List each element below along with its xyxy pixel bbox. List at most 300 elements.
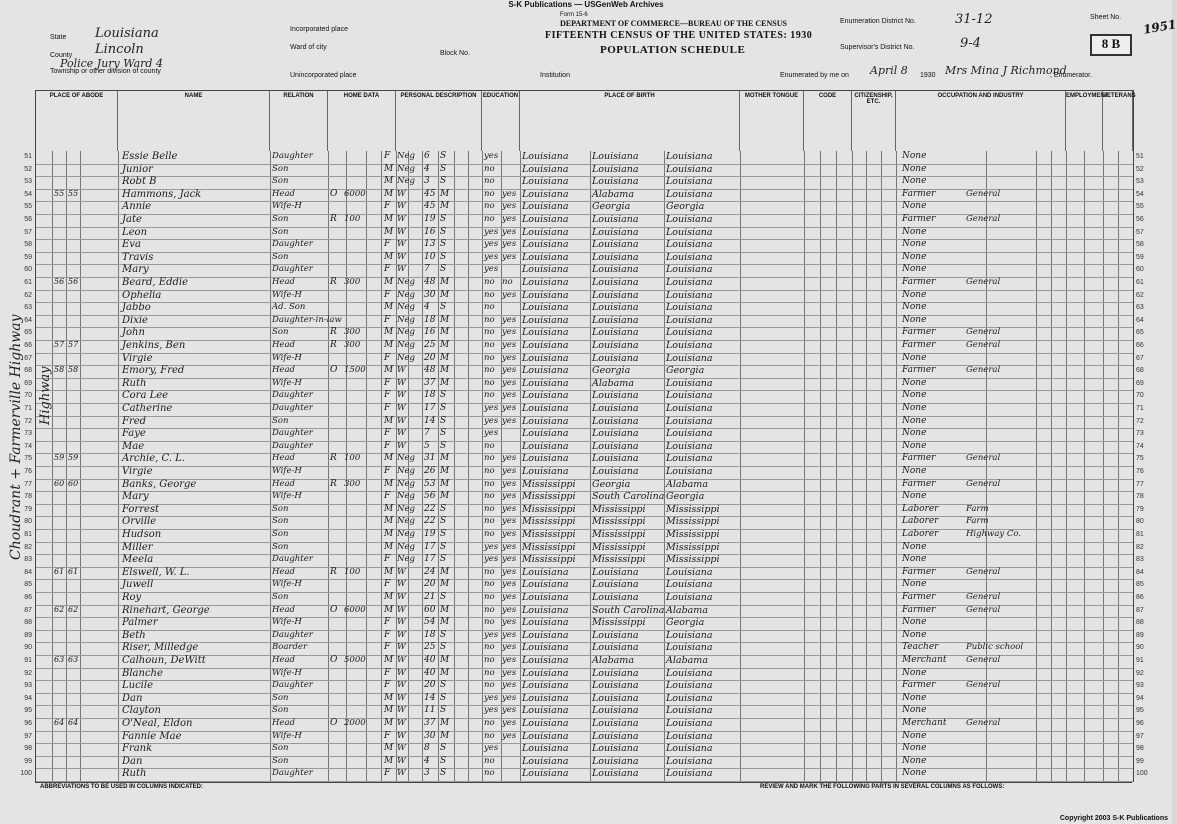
table-row-line [36, 693, 1133, 694]
relation: Daughter [272, 428, 313, 439]
age: 40 [424, 667, 436, 678]
line-number-right: 86 [1136, 594, 1144, 601]
school-attendance: no [484, 340, 495, 350]
can-read: yes [502, 478, 517, 489]
line-number: 84 [24, 568, 32, 576]
occupation: None [902, 743, 927, 754]
birthplace-father: Louisiana [592, 692, 639, 704]
line-number-right: 75 [1136, 455, 1144, 463]
line-number: 94 [24, 694, 32, 702]
line-number-right: 56 [1136, 216, 1144, 223]
birthplace-mother: Louisiana [666, 768, 713, 780]
race: Neg [397, 491, 415, 502]
person-name: Mary [122, 264, 149, 276]
birthplace-father: Louisiana [592, 226, 639, 238]
marital-status: S [440, 743, 447, 754]
birthplace-person: Louisiana [522, 365, 569, 377]
relation: Son [272, 755, 289, 766]
birthplace-father: Louisiana [592, 592, 639, 603]
birthplace-father: Louisiana [592, 680, 639, 692]
township-label: Township or other division of county [50, 68, 161, 75]
birthplace-mother: Louisiana [666, 440, 713, 452]
person-name: Virgie [122, 352, 153, 364]
birthplace-person: Louisiana [522, 302, 569, 314]
sex: M [384, 516, 394, 527]
person-name: Hammons, Jack [122, 188, 202, 200]
age: 53 [424, 478, 436, 489]
ward-label: Ward of city [290, 44, 327, 51]
table-row-line [36, 441, 1133, 442]
line-number-right: 74 [1136, 442, 1144, 450]
birthplace-person: Louisiana [522, 566, 569, 578]
sex: M [384, 692, 394, 703]
line-number: 76 [24, 468, 32, 475]
birthplace-father: Louisiana [592, 466, 639, 477]
age: 16 [424, 226, 436, 237]
birthplace-mother: Louisiana [666, 680, 713, 692]
table-row-line [36, 239, 1133, 240]
school-attendance: no [484, 277, 495, 287]
dwelling-number: 63 [54, 655, 65, 664]
birthplace-person: Louisiana [522, 642, 569, 654]
race: W [397, 604, 406, 615]
home-value: 300 [344, 478, 361, 489]
occupation: None [902, 415, 927, 426]
relation: Boarder [272, 642, 308, 653]
line-number: 83 [24, 556, 32, 564]
table-row-line [36, 264, 1133, 265]
school-attendance: yes [484, 541, 499, 552]
birthplace-mother: Louisiana [666, 629, 713, 641]
birthplace-person: Louisiana [522, 466, 569, 477]
home-value: 100 [344, 214, 361, 224]
marital-status: S [440, 176, 447, 187]
school-attendance: yes [484, 226, 499, 237]
person-name: Travis [122, 251, 154, 263]
home-tenure: O [330, 604, 338, 615]
line-number: 72 [24, 417, 32, 425]
sex: F [384, 680, 391, 691]
can-read: yes [502, 642, 517, 653]
line-number: 89 [24, 631, 32, 639]
race: Neg [397, 340, 415, 350]
person-name: Junior [122, 163, 153, 175]
birthplace-person: Louisiana [522, 352, 569, 364]
line-number: 52 [24, 165, 32, 173]
race: W [397, 755, 406, 766]
form-number: Form 15-6 [560, 12, 588, 18]
sex: M [384, 453, 394, 464]
relation: Wife-H [272, 352, 302, 363]
age: 60 [424, 604, 436, 615]
person-name: Elswell, W. L. [122, 566, 190, 578]
marital-status: M [440, 466, 450, 476]
industry: General [966, 566, 1001, 577]
table-row-line [36, 353, 1133, 354]
occupation: None [902, 239, 927, 250]
line-number: 91 [24, 657, 32, 664]
birthplace-person: Louisiana [522, 264, 569, 276]
sex: M [384, 743, 394, 754]
person-name: Leon [122, 226, 148, 238]
can-read: yes [502, 730, 517, 741]
occupation: None [902, 428, 927, 439]
industry: General [966, 680, 1001, 691]
line-number-right: 81 [1136, 531, 1144, 538]
occupation: None [902, 617, 927, 628]
age: 18 [424, 629, 436, 640]
home-value: 1500 [344, 365, 366, 376]
birthplace-mother: Mississippi [666, 554, 720, 566]
line-number: 75 [24, 455, 32, 463]
school-attendance: no [484, 655, 495, 665]
occupation: Farmer [902, 214, 936, 224]
line-number: 57 [24, 228, 32, 236]
birthplace-father: Alabama [592, 655, 634, 666]
line-number-right: 53 [1136, 178, 1144, 186]
line-number-right: 76 [1136, 468, 1144, 475]
can-read: yes [502, 667, 517, 678]
table-row-line [36, 290, 1133, 291]
birthplace-father: Mississippi [592, 529, 646, 540]
birthplace-father: Mississippi [592, 617, 646, 629]
birthplace-father: Louisiana [592, 302, 639, 314]
line-number: 68 [24, 367, 32, 375]
person-name: Virgie [122, 466, 153, 477]
person-name: Ruth [122, 377, 147, 389]
col-education: EDUCATION [482, 91, 520, 151]
birthplace-mother: Louisiana [666, 377, 713, 389]
race: W [397, 743, 406, 754]
relation: Head [272, 188, 295, 199]
relation: Son [272, 415, 289, 426]
marital-status: M [440, 188, 450, 199]
occupation: None [902, 491, 927, 502]
state-label: State [50, 34, 67, 41]
home-value: 5000 [344, 655, 366, 665]
can-read: yes [502, 214, 517, 224]
relation: Daughter [272, 680, 313, 691]
sex: M [384, 718, 394, 728]
department-title: DEPARTMENT OF COMMERCE—BUREAU OF THE CENSUS [560, 19, 787, 28]
can-read: yes [502, 415, 517, 426]
birthplace-father: Georgia [592, 201, 631, 213]
state-value: Louisiana [95, 26, 159, 41]
age: 7 [424, 428, 430, 439]
sex: M [384, 327, 394, 338]
birthplace-father: Louisiana [592, 277, 639, 288]
age: 48 [424, 277, 436, 287]
age: 19 [424, 214, 436, 224]
birthplace-father: Georgia [592, 478, 631, 490]
race: W [397, 188, 406, 199]
line-number: 54 [24, 190, 32, 198]
family-number: 56 [68, 277, 79, 286]
age: 6 [424, 151, 430, 161]
birthplace-person: Louisiana [522, 629, 569, 641]
line-number-right: 64 [1136, 316, 1144, 324]
race: Neg [397, 554, 415, 565]
race: W [397, 718, 406, 728]
sex: F [384, 440, 391, 451]
line-number-right: 65 [1136, 329, 1144, 337]
occupation: Farmer [902, 478, 936, 489]
enum-district-label: Enumeration District No. [840, 18, 916, 25]
person-name: Faye [122, 428, 146, 440]
relation: Head [272, 340, 295, 350]
can-read: yes [502, 453, 517, 464]
age: 26 [424, 466, 436, 476]
birthplace-mother: Louisiana [666, 642, 713, 654]
sex: F [384, 730, 391, 741]
occupation: Farmer [902, 365, 936, 376]
race: Neg [397, 289, 415, 300]
birthplace-person: Louisiana [522, 692, 569, 704]
home-tenure: O [330, 655, 338, 665]
home-tenure: R [330, 327, 337, 338]
birthplace-person: Mississippi [522, 554, 576, 566]
person-name: Calhoun, DeWitt [122, 655, 206, 666]
line-number: 88 [24, 619, 32, 627]
birthplace-father: Louisiana [592, 440, 639, 452]
dwelling-number: 60 [54, 478, 65, 488]
line-number-right: 59 [1136, 253, 1144, 261]
can-read: no [502, 277, 513, 287]
table-row-line [36, 630, 1133, 631]
school-attendance: no [484, 730, 495, 741]
sidenote-highway-2: Highway [38, 366, 53, 425]
relation: Head [272, 277, 295, 287]
birthplace-mother: Louisiana [666, 277, 713, 288]
instructions-title: REVIEW AND MARK THE FOLLOWING PARTS IN SEVERAL COLUMNS AS FOLLOWS: [760, 784, 1005, 790]
line-number: 87 [24, 606, 32, 614]
sex: F [384, 314, 391, 325]
occupation: None [902, 768, 927, 779]
occupation: None [902, 201, 927, 212]
relation: Son [272, 692, 289, 703]
industry: Farm [966, 503, 989, 514]
can-read: yes [502, 604, 517, 615]
industry: General [966, 340, 1001, 350]
marital-status: S [440, 226, 447, 237]
schedule-title: POPULATION SCHEDULE [600, 44, 746, 56]
race: Neg [397, 314, 415, 325]
line-number: 69 [24, 379, 32, 387]
enumerated-date: April 8 [870, 64, 908, 77]
county-label: County [50, 52, 73, 59]
dwelling-number: 57 [54, 340, 65, 349]
table-row-line [36, 315, 1133, 316]
line-number: 53 [24, 178, 32, 186]
line-number-right: 98 [1136, 745, 1144, 753]
can-read: yes [502, 390, 517, 401]
birthplace-person: Louisiana [522, 277, 569, 288]
line-number-right: 89 [1136, 631, 1144, 639]
school-attendance: no [484, 314, 495, 325]
marital-status: S [440, 251, 447, 262]
census-table [20, 90, 1148, 782]
person-name: Jenkins, Ben [122, 340, 186, 351]
relation: Wife-H [272, 579, 302, 590]
birthplace-person: Louisiana [522, 151, 569, 162]
marital-status: S [440, 692, 447, 703]
birthplace-mother: Louisiana [666, 214, 713, 225]
birthplace-mother: Louisiana [666, 314, 713, 326]
school-attendance: yes [484, 403, 499, 413]
school-attendance: no [484, 491, 495, 502]
occupation: Laborer [902, 529, 939, 539]
race: W [397, 440, 406, 451]
industry: General [966, 188, 1001, 199]
age: 20 [424, 680, 436, 691]
occupation: None [902, 226, 927, 237]
line-number-right: 72 [1136, 417, 1144, 425]
age: 3 [424, 176, 430, 187]
table-row-line [36, 201, 1133, 202]
age: 21 [424, 592, 436, 602]
birthplace-mother: Mississippi [666, 503, 720, 515]
race: W [397, 403, 406, 413]
birthplace-mother: Louisiana [666, 592, 713, 603]
age: 20 [424, 352, 436, 363]
line-number: 66 [24, 342, 32, 349]
race: W [397, 239, 406, 250]
copyright: Copyright 2003 S-K Publications [1059, 815, 1168, 822]
sex: M [384, 541, 394, 552]
birthplace-mother: Louisiana [666, 718, 713, 729]
sex: M [384, 415, 394, 426]
marital-status: M [440, 718, 450, 728]
person-name: Beth [122, 629, 146, 641]
birthplace-mother: Louisiana [666, 579, 713, 591]
industry: Public school [966, 642, 1024, 653]
col-relation: RELATION [270, 91, 328, 151]
industry: General [966, 478, 1001, 489]
birthplace-father: Louisiana [592, 327, 639, 339]
age: 13 [424, 239, 436, 250]
home-tenure: R [330, 340, 337, 350]
marital-status: S [440, 264, 447, 275]
birthplace-person: Louisiana [522, 592, 569, 603]
person-name: Roy [122, 592, 142, 603]
birthplace-mother: Louisiana [666, 352, 713, 364]
family-number: 63 [68, 655, 79, 664]
marital-status: S [440, 415, 447, 426]
age: 4 [424, 755, 430, 766]
school-attendance: no [484, 503, 495, 514]
age: 14 [424, 692, 436, 703]
col-citizenship: CITIZENSHIP, ETC. [852, 91, 896, 151]
person-name: Fred [122, 415, 147, 427]
marital-status: M [440, 453, 450, 464]
table-row-line [36, 302, 1133, 303]
sex: F [384, 768, 391, 779]
family-number: 60 [68, 478, 79, 488]
race: W [397, 680, 406, 691]
col-home-data: HOME DATA [328, 91, 396, 151]
school-attendance: no [484, 478, 495, 489]
birthplace-person: Louisiana [522, 314, 569, 326]
sex: F [384, 554, 391, 565]
relation: Head [272, 566, 295, 577]
relation: Son [272, 743, 289, 754]
school-attendance: no [484, 617, 495, 628]
marital-status: S [440, 554, 447, 565]
birthplace-father: Louisiana [592, 579, 639, 591]
age: 24 [424, 566, 436, 577]
industry: General [966, 327, 1001, 338]
col-code: CODE [804, 91, 852, 151]
birthplace-person: Louisiana [522, 440, 569, 452]
birthplace-father: Louisiana [592, 415, 639, 427]
dwelling-number: 61 [54, 566, 65, 576]
person-name: Ruth [122, 768, 147, 780]
can-read: yes [502, 289, 517, 300]
school-attendance: no [484, 592, 495, 602]
age: 8 [424, 743, 430, 754]
school-attendance: yes [484, 251, 499, 262]
sex: M [384, 340, 394, 350]
can-read: yes [502, 629, 517, 640]
person-name: Eva [122, 239, 141, 251]
table-row-line [36, 176, 1133, 177]
relation: Wife-H [272, 289, 302, 300]
birthplace-mother: Georgia [666, 617, 705, 629]
birthplace-mother: Louisiana [666, 415, 713, 427]
age: 40 [424, 655, 436, 665]
home-tenure: R [330, 453, 337, 464]
relation: Son [272, 327, 289, 338]
enum-district-value: 31-12 [955, 12, 993, 27]
marital-status: S [440, 642, 447, 653]
person-name: Mary [122, 491, 149, 503]
line-number: 93 [24, 682, 32, 690]
line-number: 61 [24, 279, 32, 286]
relation: Head [272, 718, 295, 728]
relation: Daughter [272, 768, 313, 779]
line-number: 90 [24, 644, 32, 652]
relation: Son [272, 705, 289, 716]
line-number-right: 54 [1136, 190, 1144, 198]
birthplace-father: Alabama [592, 188, 634, 200]
sex: M [384, 277, 394, 287]
birthplace-person: Louisiana [522, 743, 569, 755]
line-number: 77 [24, 480, 32, 488]
relation: Son [272, 176, 289, 187]
can-read: yes [502, 680, 517, 691]
line-number-right: 94 [1136, 694, 1144, 702]
school-attendance: no [484, 302, 495, 313]
age: 48 [424, 365, 436, 376]
line-number: 63 [24, 304, 32, 312]
birthplace-person: Louisiana [522, 188, 569, 200]
line-number-right: 80 [1136, 518, 1144, 526]
school-attendance: no [484, 453, 495, 464]
line-number-right: 71 [1136, 405, 1144, 412]
table-row-line [36, 705, 1133, 706]
birthplace-mother: Mississippi [666, 516, 720, 528]
birthplace-father: Louisiana [592, 403, 639, 414]
marital-status: M [440, 730, 450, 741]
sex: F [384, 667, 391, 678]
birthplace-mother: Georgia [666, 201, 705, 213]
line-number: 73 [24, 430, 32, 438]
birthplace-father: Mississippi [592, 554, 646, 566]
marital-status: S [440, 705, 447, 716]
supervisor-label: Supervisor's District No. [840, 44, 915, 51]
school-attendance: no [484, 365, 495, 376]
relation: Son [272, 163, 289, 174]
